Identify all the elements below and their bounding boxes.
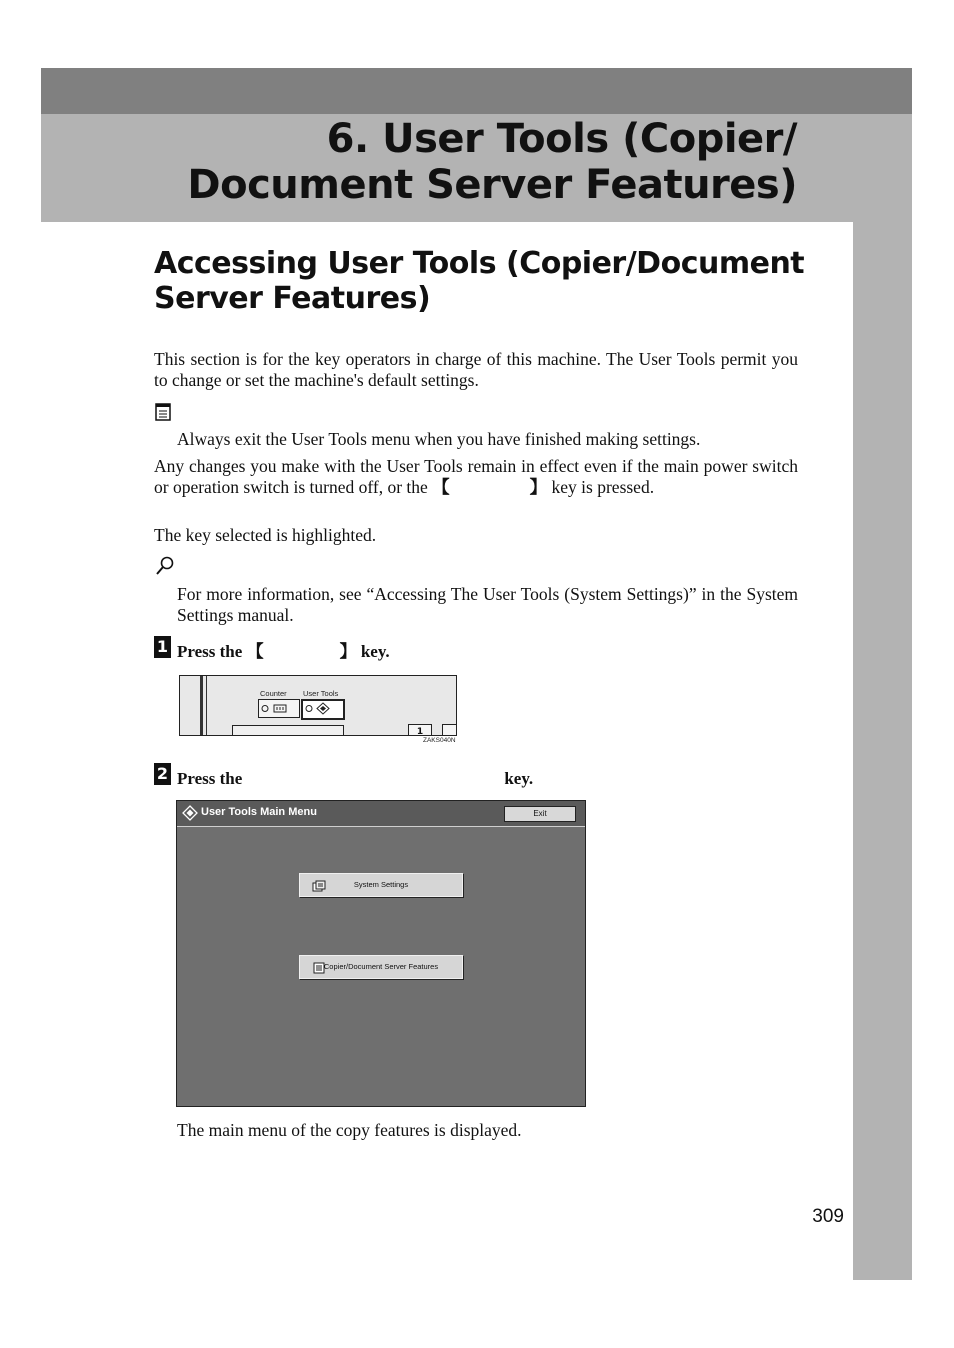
magnifier-icon (155, 556, 175, 576)
counter-key (258, 699, 300, 718)
highlight-paragraph: The key selected is highlighted. (154, 525, 377, 545)
user-tools-label: User Tools (303, 689, 339, 698)
step-2-number: 2 (154, 763, 171, 785)
step-2-text (177, 768, 533, 790)
note-text: Always exit the User Tools menu when you have finished making settings. (177, 429, 701, 449)
panel-frame (200, 676, 203, 735)
open-bracket: 【 (432, 478, 450, 498)
step-1-text (177, 641, 390, 663)
result-text: The main menu of the copy features is displayed. (177, 1120, 522, 1140)
section-title-line1: Accessing User Tools (Copier/Document (154, 246, 805, 281)
exit-button[interactable]: Exit (504, 806, 576, 822)
memo-icon (155, 403, 171, 421)
chapter-title-line1: 6. User Tools (Copier/ (326, 116, 797, 162)
step-1-suffix: key. (360, 642, 390, 661)
step-2-suffix: key. (504, 769, 534, 788)
counter-label: Counter (260, 689, 287, 698)
user-tools-diamond-icon (182, 805, 198, 826)
illustration-code: ZAKS040N (423, 737, 456, 744)
step-1-open-bracket: 【 (246, 642, 264, 662)
close-bracket: 】 (529, 478, 548, 498)
page-number: 309 (812, 1206, 844, 1227)
page-side-bar (853, 222, 912, 1280)
copier-document-server-features-label: Copier/Document Server Features (323, 962, 439, 971)
step-1-prefix: Press the (177, 642, 243, 661)
system-settings-label: System Settings (353, 880, 409, 889)
changes-text-2: key is pressed. (551, 477, 655, 497)
system-settings-button[interactable] (299, 873, 463, 897)
chapter-title-line2: Document Server Features) (187, 162, 797, 208)
screen-title: User Tools Main Menu (201, 806, 317, 818)
user-tools-screen (176, 800, 586, 1107)
step-1-number: 1 (154, 636, 171, 658)
chapter-title (187, 116, 797, 208)
panel-frame-inner (206, 676, 207, 735)
panel-display-edge (232, 725, 344, 736)
counter-key-icon (259, 700, 299, 717)
intro-paragraph: This section is for the key operators in charge of this machine. The User Tools permit you to change or set the machine's default settings. (154, 349, 798, 390)
changes-text-1: Any changes you make with the User Tools remain in effect even if the main power switch or operation switch is turned off, or the (154, 456, 798, 497)
section-title (154, 246, 814, 316)
number-key-2 (442, 724, 457, 736)
user-tools-key-icon (303, 701, 343, 718)
section-title-line2: Server Features) (154, 281, 431, 316)
user-tools-key (301, 699, 345, 720)
changes-paragraph (154, 456, 798, 499)
copier-document-server-features-button[interactable] (299, 955, 463, 979)
number-key-1: 1 (408, 724, 432, 736)
chapter-band-top (41, 68, 912, 114)
step-2-prefix: Press the (177, 769, 243, 788)
reference-text: For more information, see “Accessing The User Tools (System Settings)” in the System Settings manual. (177, 584, 798, 625)
screen-titlebar (177, 801, 585, 827)
step-1-close-bracket: 】 (339, 642, 357, 662)
control-panel-illustration (179, 675, 457, 736)
